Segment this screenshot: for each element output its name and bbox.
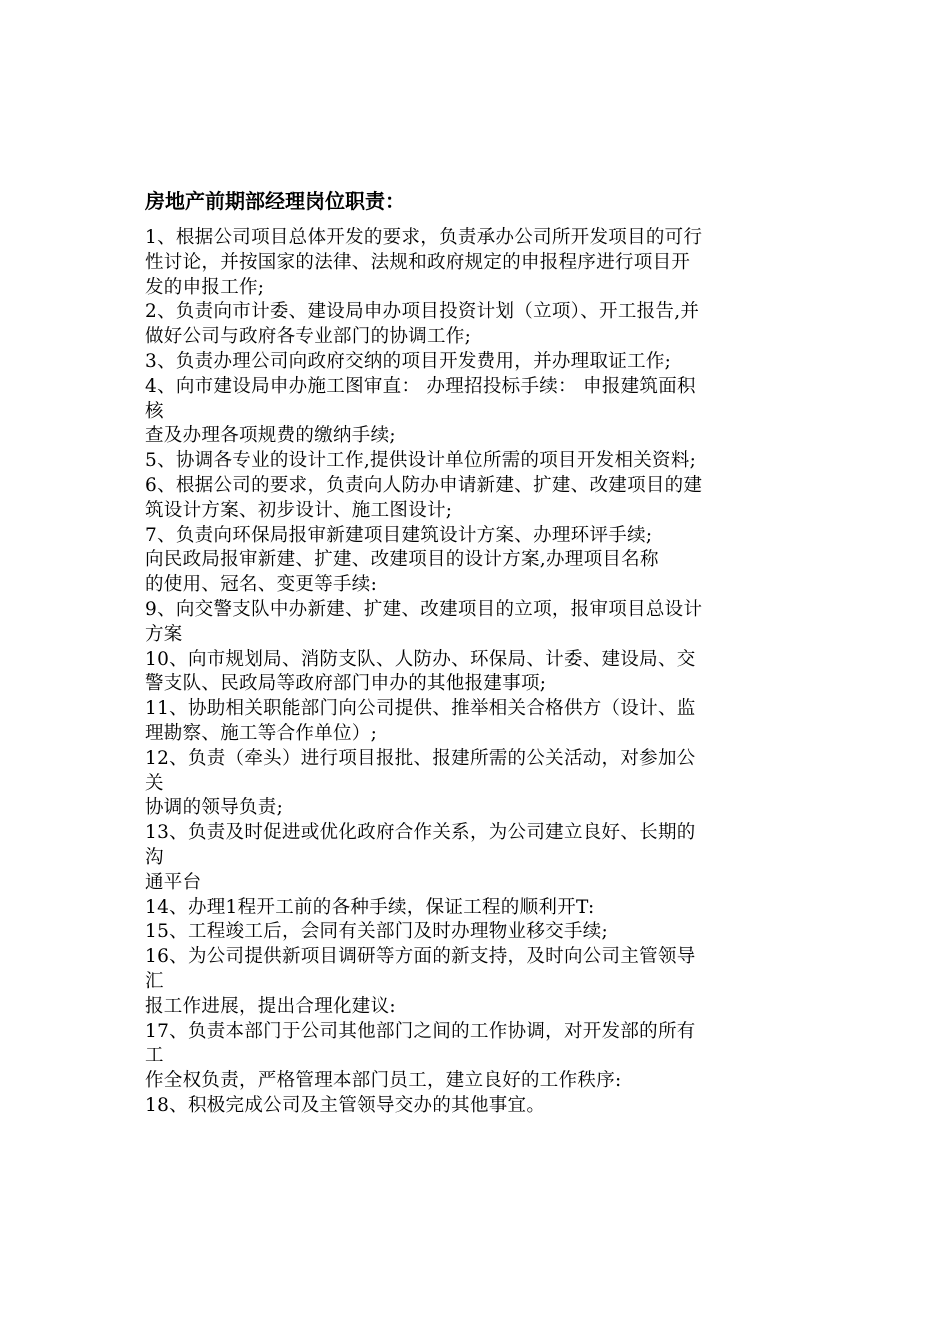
text-line: 的使用、冠名、变更等手续: bbox=[145, 574, 378, 596]
text-line: 18、积极完成公司及主管领导交办的其他事宜。 bbox=[145, 1094, 546, 1116]
text-line: 发的申报工作; bbox=[145, 276, 265, 298]
text-line: 报工作进展，提出合理化建议: bbox=[145, 995, 396, 1017]
text-line: 17、负责本部门于公司其他部门之间的工作协调，对开发部的所有 bbox=[145, 1020, 696, 1042]
text-line: 13、负责及时促进或优化政府合作关系，为公司建立良好、长期的 bbox=[145, 822, 696, 844]
text-line: 协调的领导负责; bbox=[145, 797, 284, 819]
text-line: 9、向交警支队中办新建、扩建、改建项目的立项，报审项目总设计 bbox=[145, 598, 703, 620]
text-line: 关 bbox=[145, 772, 164, 794]
text-line: 做好公司与政府各专业部门的协调工作; bbox=[145, 326, 472, 348]
text-line: 查及办理各项规费的缴纳手续; bbox=[145, 425, 396, 447]
text-line: 5、协调各专业的设计工作,提供设计单位所需的项目开发相关资料; bbox=[145, 450, 697, 472]
text-line: 性讨论，并按国家的法律、法规和政府规定的申报程序进行项目开 bbox=[145, 251, 691, 273]
text-line: 12、负责（牵头）进行项目报批、报建所需的公关活动，对参加公 bbox=[145, 747, 696, 769]
document-page bbox=[145, 186, 825, 1119]
text-line: 向民政局报审新建、扩建、改建项目的设计方案,办理项目名称 bbox=[145, 549, 659, 571]
text-line: 方案 bbox=[145, 623, 183, 645]
text-line: 2、负责向市计委、建设局申办项目投资计划（立项）、开工报告,并 bbox=[145, 301, 700, 323]
text-line: 11、协助相关职能部门向公司提供、推举相关合格供方（设计、监 bbox=[145, 698, 696, 720]
text-line: 沟 bbox=[145, 846, 164, 868]
text-line: 10、向市规划局、消防支队、人防办、环保局、计委、建设局、交 bbox=[145, 648, 696, 670]
text-line: 通平台 bbox=[145, 871, 202, 893]
text-line: 6、根据公司的要求，负责向人防办申请新建、扩建、改建项目的建 bbox=[145, 474, 703, 496]
text-line: 16、为公司提供新项目调研等方面的新支持，及时向公司主管领导 bbox=[145, 946, 696, 968]
text-line: 理勘察、施工等合作单位）; bbox=[145, 722, 378, 744]
text-line: 工 bbox=[145, 1045, 164, 1067]
text-line: 7、负责向环保局报审新建项目建筑设计方案、办理环评手续; bbox=[145, 524, 653, 546]
document-title: 房地产前期部经理岗位职责： bbox=[145, 189, 405, 213]
text-line: 核 bbox=[145, 400, 164, 422]
text-line: 3、负责办理公司向政府交纳的项目开发费用，并办理取证工作; bbox=[145, 350, 672, 372]
text-line: 1、根据公司项目总体开发的要求，负责承办公司所开发项目的可行 bbox=[145, 227, 703, 248]
text-line: 14、办理1程开工前的各种手续，保证工程的顺利开T: bbox=[145, 896, 595, 918]
text-line: 筑设计方案、初步设计、施工图设计; bbox=[145, 499, 453, 521]
document-body bbox=[145, 226, 825, 1119]
text-line: 警支队、民政局等政府部门申办的其他报建事项; bbox=[145, 673, 547, 695]
text-line: 15、工程竣工后，会同有关部门及时办理物业移交手续; bbox=[145, 921, 609, 943]
text-line: 4、向市建设局申办施工图审直： 办理招投标手续： 申报建筑面积 bbox=[145, 375, 696, 397]
text-line: 汇 bbox=[145, 970, 164, 992]
text-line: 作全权负责，严格管理本部门员工，建立良好的工作秩序: bbox=[145, 1070, 622, 1092]
